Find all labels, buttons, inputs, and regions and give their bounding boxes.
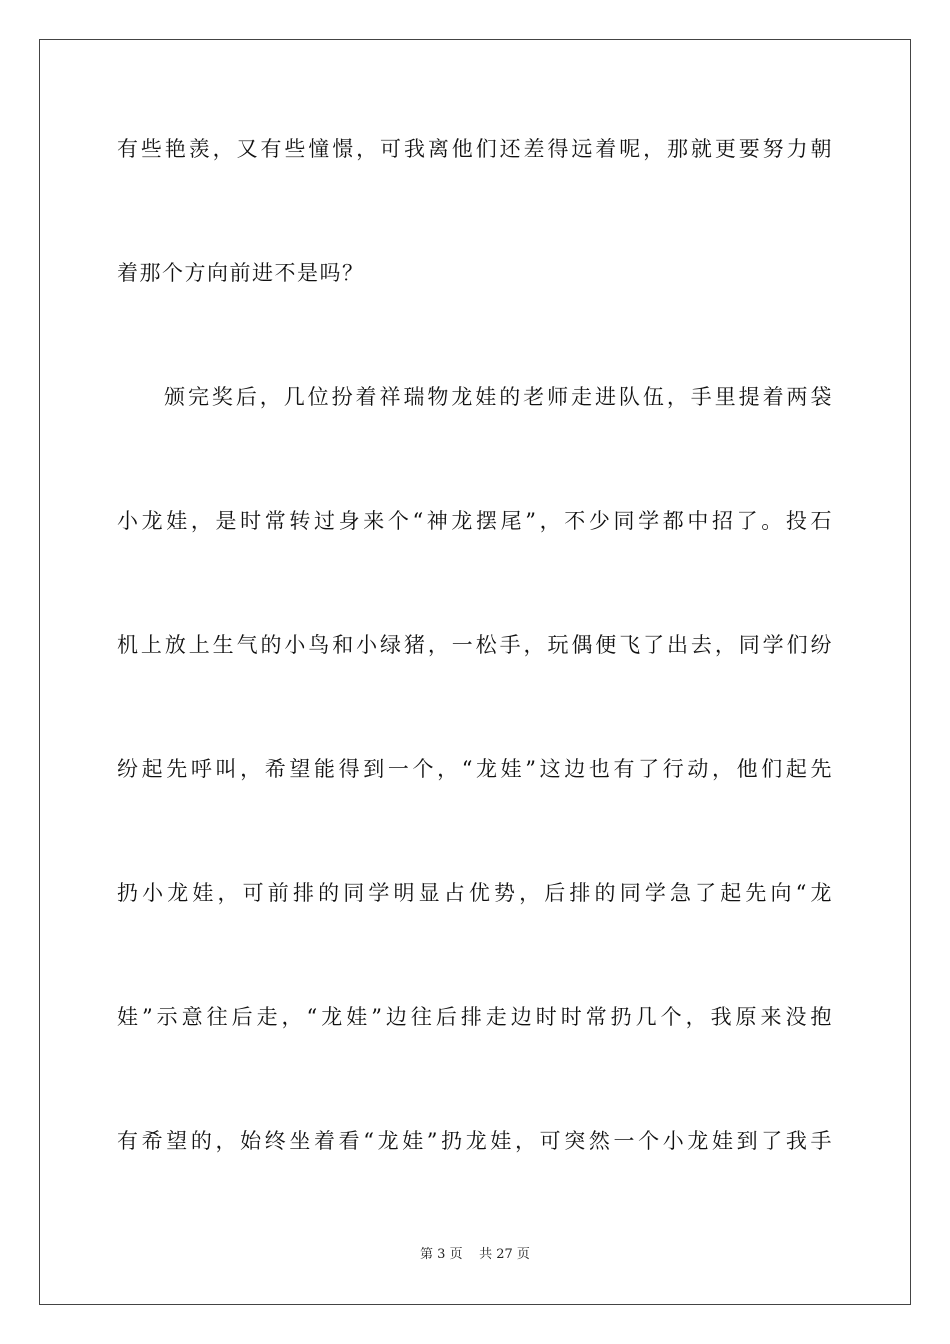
paragraph-line: 娃”示意往后走，“龙娃”边往后排走边时时常扔几个，我原来没抱 <box>117 1005 833 1029</box>
paragraph-line: 着那个方向前进不是吗？ <box>117 261 365 285</box>
paragraph-line: 纷起先呼叫，希望能得到一个，“龙娃”这边也有了行动，他们起先 <box>117 757 833 781</box>
paragraph-line: 小龙娃，是时常转过身来个“神龙摆尾”，不少同学都中招了。投石 <box>117 509 833 533</box>
page-footer <box>0 1246 950 1264</box>
paragraph-line: 颁完奖后，几位扮着祥瑞物龙娃的老师走进队伍，手里提着两袋 <box>164 385 833 409</box>
page-total: 共 27 页 <box>479 1247 530 1262</box>
page-border <box>39 39 911 1305</box>
paragraph-line: 有希望的，始终坐着看“龙娃”扔龙娃，可突然一个小龙娃到了我手 <box>117 1129 833 1153</box>
paragraph-line: 机上放上生气的小鸟和小绿猪，一松手，玩偶便飞了出去，同学们纷 <box>117 633 833 657</box>
paragraph-line: 扔小龙娃，可前排的同学明显占优势，后排的同学急了起先向“龙 <box>117 881 833 905</box>
page-number: 第 3 页 <box>420 1247 463 1262</box>
paragraph-line: 有些艳羡，又有些憧憬，可我离他们还差得远着呢，那就更要努力朝 <box>117 137 833 161</box>
